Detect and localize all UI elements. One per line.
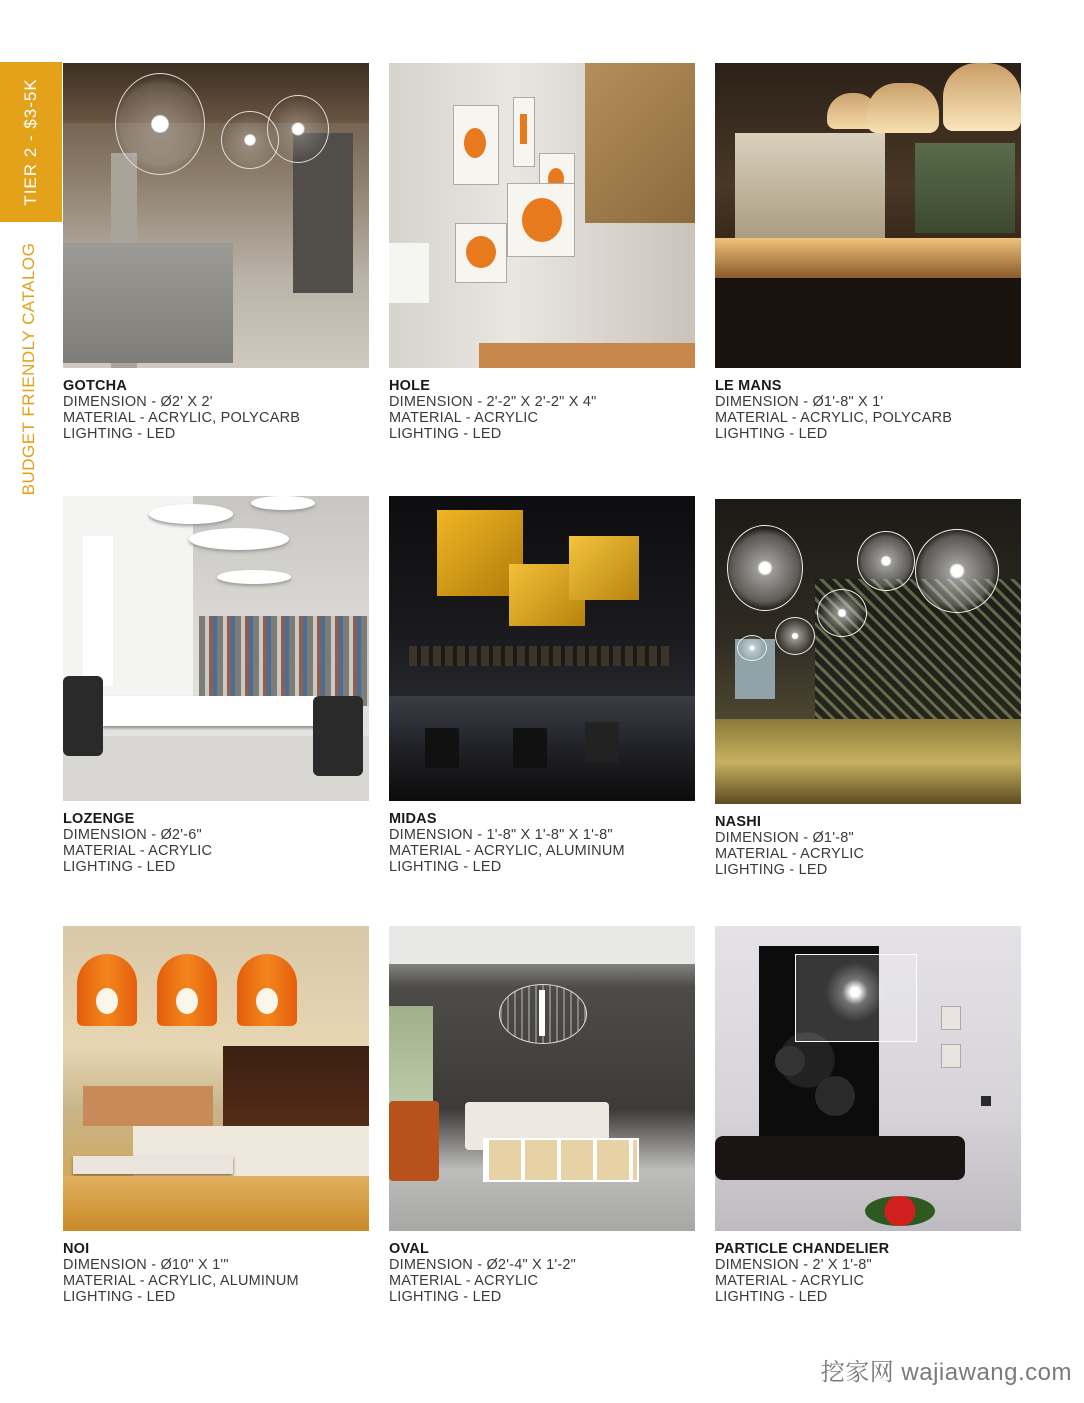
tier-label: TIER 2 - $3-5K [21,78,40,206]
product-material: MATERIAL - ACRYLIC [389,410,539,426]
product-material: MATERIAL - ACRYLIC [715,1273,865,1289]
product-dimension: DIMENSION - 2'-2" X 2'-2" X 4" [389,394,597,410]
product-card-oval[interactable] [389,926,697,1305]
watermark: 挖家网 wajiawang.com [820,1359,1072,1386]
product-card-gotcha[interactable] [63,63,371,442]
product-lighting: LIGHTING - LED [63,859,176,875]
product-lighting: LIGHTING - LED [389,426,502,442]
product-material: MATERIAL - ACRYLIC, POLYCARB [715,410,953,426]
product-name: GOTCHA [63,378,128,394]
product-name: PARTICLE CHANDELIER [715,1241,890,1257]
product-name: LE MANS [715,378,782,394]
product-dimension: DIMENSION - Ø1'-8" X 1' [715,394,884,410]
product-material: MATERIAL - ACRYLIC, POLYCARB [63,410,301,426]
product-card-midas[interactable] [389,496,697,875]
product-photo-midas[interactable] [389,496,695,801]
product-lighting: LIGHTING - LED [389,859,502,875]
product-photo-nashi[interactable] [715,499,1021,804]
product-card-lozenge[interactable] [63,496,371,875]
product-name: OVAL [389,1241,430,1257]
product-material: MATERIAL - ACRYLIC, ALUMINUM [63,1273,299,1289]
product-dimension: DIMENSION - Ø2'-4" X 1'-2" [389,1257,577,1273]
product-card-nashi[interactable] [715,499,1023,878]
product-photo-oval[interactable] [389,926,695,1231]
product-dimension: DIMENSION - 2' X 1'-8" [715,1257,872,1273]
product-card-hole[interactable] [389,63,697,442]
product-name: LOZENGE [63,811,135,827]
product-lighting: LIGHTING - LED [63,1289,176,1305]
product-name: MIDAS [389,811,437,827]
product-dimension: DIMENSION - Ø1'-8" [715,830,854,846]
product-name: NASHI [715,814,762,830]
product-material: MATERIAL - ACRYLIC [715,846,865,862]
product-lighting: LIGHTING - LED [715,1289,828,1305]
product-lighting: LIGHTING - LED [389,1289,502,1305]
product-lighting: LIGHTING - LED [715,862,828,878]
product-photo-hole[interactable] [389,63,695,368]
product-photo-gotcha[interactable] [63,63,369,368]
product-dimension: DIMENSION - Ø2'-6" [63,827,202,843]
product-dimension: DIMENSION - 1'-8" X 1'-8" X 1'-8" [389,827,613,843]
product-material: MATERIAL - ACRYLIC, ALUMINUM [389,843,625,859]
product-photo-noi[interactable] [63,926,369,1231]
product-card-le-mans[interactable] [715,63,1023,442]
product-card-particle-chandelier[interactable] [715,926,1023,1305]
product-material: MATERIAL - ACRYLIC [389,1273,539,1289]
product-name: HOLE [389,378,431,394]
product-photo-particle-chandelier[interactable] [715,926,1021,1231]
product-material: MATERIAL - ACRYLIC [63,843,213,859]
product-lighting: LIGHTING - LED [63,426,176,442]
product-dimension: DIMENSION - Ø2' X 2' [63,394,213,410]
product-card-noi[interactable] [63,926,371,1305]
product-dimension: DIMENSION - Ø10" X 1'" [63,1257,229,1273]
product-lighting: LIGHTING - LED [715,426,828,442]
product-photo-lozenge[interactable] [63,496,369,801]
catalog-title: BUDGET FRIENDLY CATALOG [19,242,38,496]
product-photo-le-mans[interactable] [715,63,1021,368]
product-name: NOI [63,1241,90,1257]
